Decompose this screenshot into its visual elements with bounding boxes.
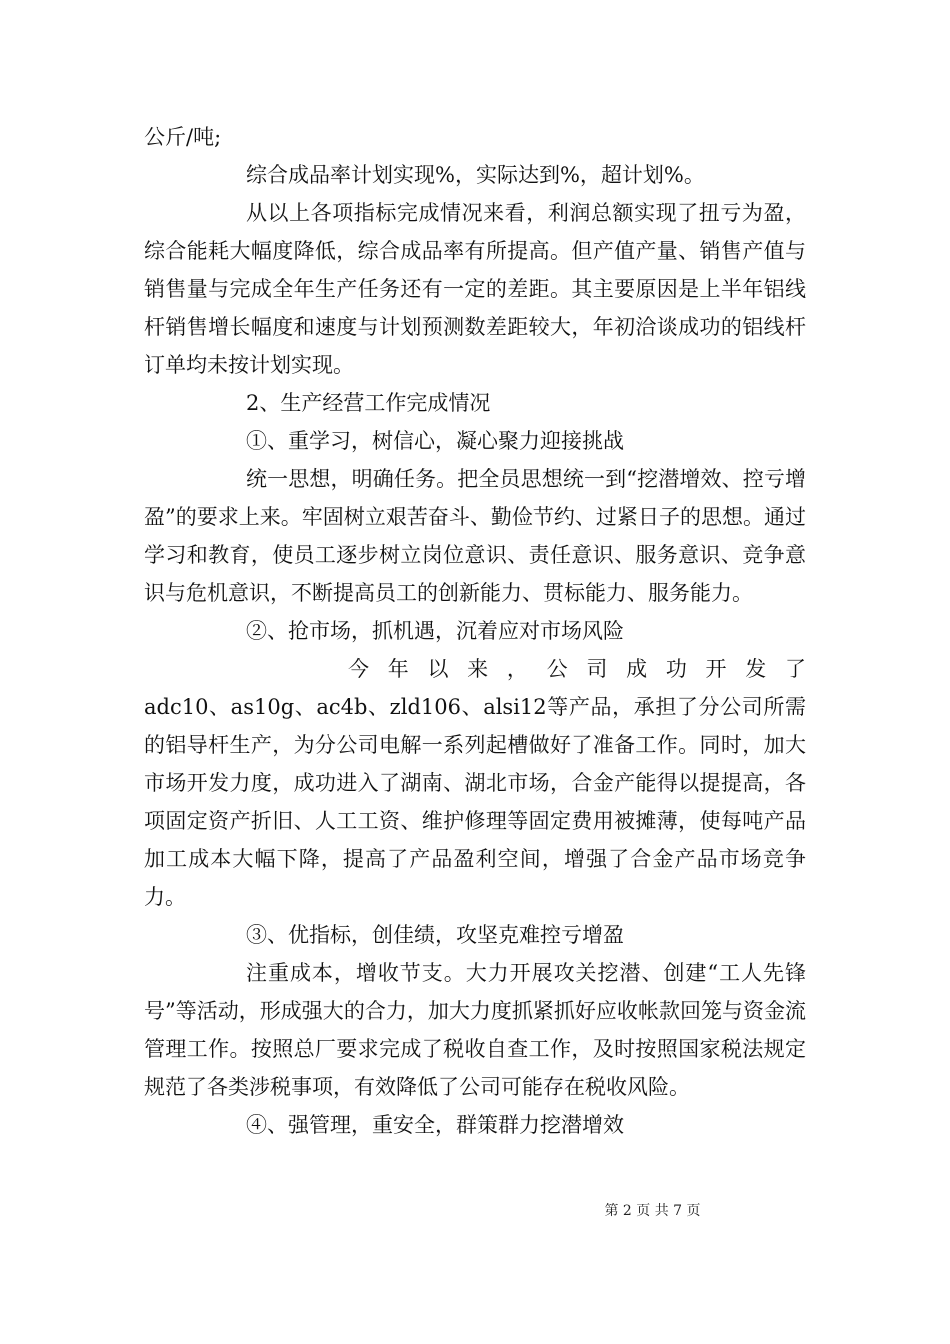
- paragraph-market-development: adc10、as10g、ac4b、zld106、alsi12等产品，承担了分公司所需的铝导杆生产，为分公司电解一系列起槽做好了准备工作。同时，加大市场开发力度，成功进入了湖南、湖北市场，合金产能得以提提高，各项固定资产折旧、人工工资、维护修理等固定费用被摊薄，使每吨产品加工成本大幅下降，提高了产品盈利空间，增强了合金产品市场竞争力。: [144, 695, 806, 909]
- subheading-4: ④、强管理，重安全，群策群力挖潜增效: [246, 1113, 624, 1137]
- paragraph-cost-control: 注重成本，增收节支。大力开展攻关挖潜、创建“工人先锋号”等活动，形成强大的合力，加大力度抓紧抓好应收帐款回笼与资金流管理工作。按照总厂要求完成了税收自查工作，及时按照国家税法规定规范了各类涉税事项，有效降低了公司可能存在税收风险。: [144, 961, 806, 1099]
- paragraph-yield-rate: 综合成品率计划实现%，实际达到%，超计划%。: [246, 163, 705, 187]
- paragraph-indicator-summary: 从以上各项指标完成情况来看，利润总额实现了扭亏为盈，综合能耗大幅度降低，综合成品率有所提高。但产值产量、销售产值与销售量与完成全年生产任务还有一定的差距。其主要原因是上半年铝线杆销售增长幅度和速度与计划预测数差距较大，年初洽谈成功的铝线杆订单均未按计划实现。: [144, 201, 806, 377]
- document-body: [144, 118, 806, 1144]
- page-number-footer: 第 2 页 共 7 页: [604, 1203, 701, 1219]
- paragraph-continuation: 公斤/吨;: [144, 125, 222, 149]
- subheading-2: ②、抢市场，抓机遇，沉着应对市场风险: [246, 619, 624, 643]
- paragraph-market-first-line: 今年以来，公司成功开发了: [348, 657, 806, 681]
- section-heading-2: 2、生产经营工作完成情况: [246, 391, 491, 415]
- paragraph-unify-thinking: 统一思想，明确任务。把全员思想统一到“挖潜增效、控亏增盈”的要求上来。牢固树立艰苦奋斗、勤俭节约、过紧日子的思想。通过学习和教育，使员工逐步树立岗位意识、责任意识、服务意识、竞争意识与危机意识，不断提高员工的创新能力、贯标能力、服务能力。: [144, 467, 806, 605]
- subheading-1: ①、重学习，树信心，凝心聚力迎接挑战: [246, 429, 624, 453]
- subheading-3: ③、优指标，创佳绩，攻坚克难控亏增盈: [246, 923, 624, 947]
